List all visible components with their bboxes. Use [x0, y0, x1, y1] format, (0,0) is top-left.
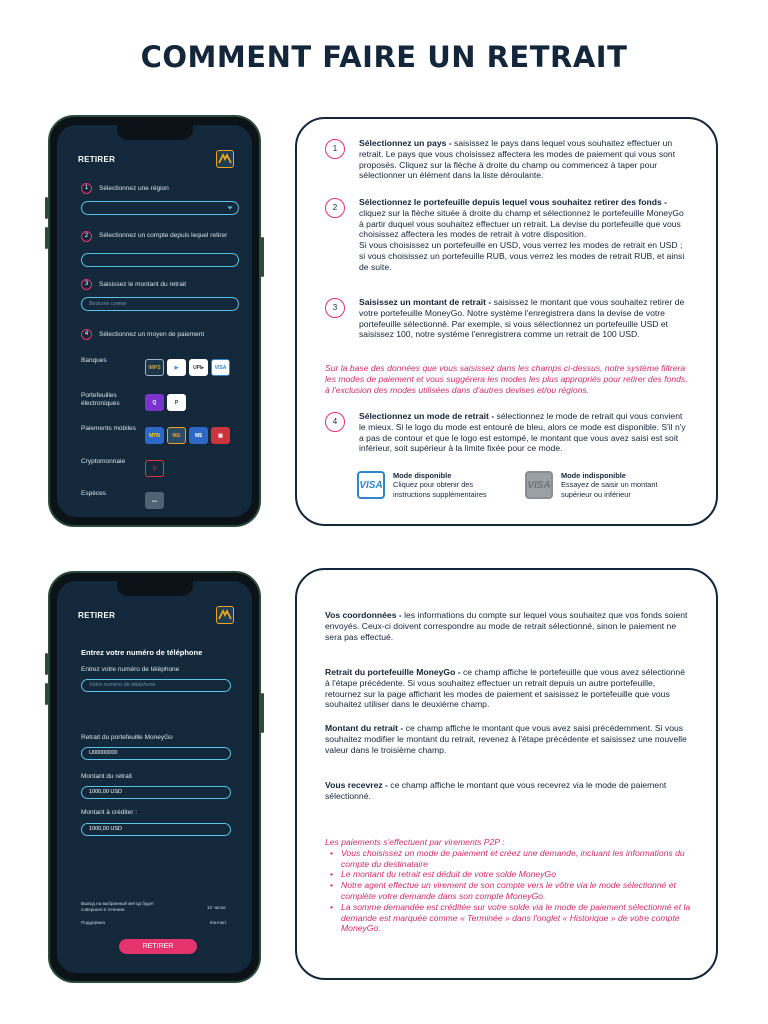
paypal-icon[interactable]: P [167, 394, 186, 411]
moneygo-logo-icon [216, 150, 234, 168]
p2p-list-item: • La somme demandée est créditée sur votre solde via le mode de paiement sélectionné et la demande est marquée comme « Terminée » dans l'onglet « Historique » de votre compte MoneyGo. [325, 902, 695, 934]
phone-volume-button [45, 683, 48, 705]
google-play-icon[interactable]: ▶ [167, 359, 186, 376]
phone-power-button [261, 693, 264, 733]
step-body: saisissez le pays dans lequel vous souhaitez effectuer un retrait. Le pays que vous choisissez affectera les modes de paiement qui vous sont proposés. Cliquez sur la flèche à droite du champ ou commencez à taper pour sélectionner un élément dans la liste déroulante. [359, 138, 676, 181]
payment-group-label: Portefeuilles électroniques [81, 392, 120, 407]
paragraph-title: Retrait du portefeuille MoneyGo - [325, 667, 461, 677]
step-number-badge: 1 [325, 139, 345, 159]
field-explanations-card [295, 568, 718, 980]
phone-volume-button [45, 227, 48, 249]
credit-field[interactable]: 1000,00 USD [81, 823, 231, 836]
step-label: Sélectionnez une région [99, 185, 169, 192]
step-title: Sélectionnez un mode de retrait - [359, 411, 495, 421]
processing-time-value: 12 часов [207, 905, 226, 910]
moneygo-logo-icon [216, 606, 234, 624]
phone-mockup-selection [48, 115, 261, 527]
paragraph-title: Vos coordonnées - [325, 610, 402, 620]
paragraph-body: les informations du compte sur lequel vous souhaitez que vos fonds soient envoyés. Ceux-ci doivent correspondre au mode de retrait sélectionné, sinon le paiement ne sera pas effectué. [325, 610, 688, 642]
step-number: 4 [81, 329, 92, 340]
payment-group-label: Paiements mobiles [81, 425, 136, 432]
phone-volume-button [45, 197, 48, 219]
mobile-money-icon[interactable]: M$ [189, 427, 208, 444]
paragraph-title: Vous recevrez - [325, 780, 388, 790]
payment-group-icons [145, 394, 186, 411]
mobile-wallet-icon[interactable]: ▣ [211, 427, 230, 444]
paragraph-title: Montant du retrait - [325, 723, 404, 733]
paragraph-body: ce champ affiche le portefeuille que vous avez sélectionné à l'étape précédente. Si vous souhaitez effectuer un retrait depuis un autre portefeuille, retournez sur la page affichant les modes de paiement et saisissez le portefeuille que vous souhaitez utiliser dans le deuxième champ. [325, 667, 685, 710]
step-title: Saisissez un montant de retrait - [359, 297, 492, 307]
step-description [359, 138, 689, 181]
phone-section-heading: Entrez votre numéro de téléphone [81, 648, 203, 657]
filter-note: Sur la base des données que vous saisissez dans les champs ci-dessus, notre système filtrera les modes de paiement et vous suggérera les modes les plus appropriés pour retirer des fonds, à l'exclusion des modes utilisées dans d'autres devises et/ou régions. [325, 363, 688, 395]
visa-unavailable-icon: VISA [525, 471, 553, 499]
step-label: Sélectionnez un compte depuis lequel retirer [99, 232, 228, 239]
step-number: 2 [81, 231, 92, 242]
amount-label: Montant du retrait [81, 773, 132, 780]
region-dropdown[interactable] [81, 201, 239, 215]
mode-unavailable-title: Mode indisponible [561, 471, 626, 480]
moneygo-icon[interactable]: MG [167, 427, 186, 444]
phone-number-input[interactable]: Votre numéro de téléphone [81, 679, 231, 692]
step-number-badge: 4 [325, 412, 345, 432]
retirer-button[interactable]: RETIRER [119, 939, 197, 954]
payment-group-label: Cryptomonnaie [81, 458, 126, 465]
p2p-intro: Les paiements s'effectuent par virements P2P : [325, 837, 505, 847]
step-label: Sélectionnez un moyen de paiement [99, 331, 205, 338]
phone-screen [57, 125, 252, 517]
explanation-paragraph [325, 780, 690, 802]
step-description [359, 297, 689, 340]
step-body: cliquez sur la flèche située à droite du champ et sélectionnez le portefeuille MoneyGo à partir duquel vous souhaitez effectuer un retrait. La devise du portefeuille que vous choisissez affectera les modes de retrait à votre disposition. [359, 207, 684, 240]
phone-screen [57, 581, 252, 973]
step-title: Sélectionnez le portefeuille depuis lequel vous souhaitez retirer des fonds - [359, 197, 668, 207]
p2p-list-item: • Notre agent effectue un virement de son compte vers le vôtre via le mode sélectionné et complète votre demande dans son compte MoneyGo. [325, 880, 695, 902]
page-title: COMMENT FAIRE UN RETRAIT [140, 40, 628, 74]
cash-icon[interactable]: ▬ [145, 492, 164, 509]
p2p-list [325, 848, 695, 934]
mode-unavailable-text [561, 471, 679, 499]
payment-group-label: Banques [81, 357, 107, 364]
bank-card-icon[interactable]: IMPS [145, 359, 164, 376]
paragraph-body: ce champ affiche le montant que vous avez saisi précédemment. Si vous souhaitez modifier le montant du retrait, revenez à l'étape précédente et saisissez une nouvelle valeur dans le troisième champ. [325, 723, 687, 755]
step-number-badge: 3 [325, 298, 345, 318]
step-description [359, 197, 689, 273]
instructions-card [295, 117, 718, 526]
account-dropdown[interactable] [81, 253, 239, 267]
step-body: sélectionnez le mode de retrait qui vous convient le mieux. Si le logo du mode est entouré de bleu, alors ce mode est disponible. S'il n'y a pas de contour et que le logo est estompé, le montant que vous avez saisi est soit inférieur, soit supérieur à la limite fixée pour ce mode. [359, 411, 686, 454]
step-number: 1 [81, 183, 92, 194]
support-link[interactable]: Поддержка [81, 920, 105, 925]
mode-unavailable-desc: Essayez de saisir un montant supérieur ou inférieur [561, 480, 658, 499]
upi-icon[interactable]: UPI▸ [189, 359, 208, 376]
mode-available-title: Mode disponible [393, 471, 452, 480]
step-number: 3 [81, 279, 92, 290]
explanation-paragraph [325, 667, 690, 710]
phone-mockup-confirmation [48, 571, 261, 983]
step-body: saisissez le montant que vous souhaitez retirer de votre portefeuille MoneyGo. Notre système l'enregistrera dans la devise de votre portefeuille sélectionné. Par exemple, si vous sélectionnez un portefeuille USD et saisissez 100, notre système l'enregistrera comme un retrait de 100 USD. [359, 297, 685, 340]
mode-available-legend [357, 471, 511, 499]
visa-available-icon: VISA [357, 471, 385, 499]
mtn-icon[interactable]: MTN [145, 427, 164, 444]
amount-field[interactable]: 1000,00 USD [81, 786, 231, 799]
phone-volume-button [45, 653, 48, 675]
explanation-paragraph [325, 723, 690, 755]
step-number-badge: 2 [325, 198, 345, 218]
screen-title: RETIRER [78, 155, 116, 164]
payment-group-label: Espèces [81, 490, 106, 497]
payment-group-icons [145, 492, 164, 509]
mode-unavailable-legend [525, 471, 679, 499]
processing-time-text: Вывод на выбранный метод будет совершен в течение: [81, 901, 155, 912]
mode-available-text [393, 471, 511, 499]
payment-group-icons [145, 359, 230, 376]
mode-available-desc: Cliquez pour obtenir des instructions supplémentaires [393, 480, 487, 499]
payment-group-icons [145, 427, 230, 444]
payment-group-icons [145, 460, 164, 477]
p2p-info [325, 837, 695, 934]
wallet-label: Retrait du portefeuille MoneyGo [81, 734, 173, 741]
visa-icon[interactable]: VISA [211, 359, 230, 376]
explanation-paragraph [325, 610, 690, 642]
credit-label: Montant à créditer : [81, 809, 137, 816]
paragraph-body: ce champ affiche le montant que vous recevrez via le mode de paiement sélectionné. [325, 780, 667, 801]
amount-input[interactable]: Веdите сумму [81, 297, 239, 311]
contact-link[interactable]: Контакт [210, 920, 227, 925]
phone-notch [117, 581, 193, 596]
chevron-down-icon [227, 205, 233, 211]
screen-title: RETIRER [78, 611, 116, 620]
phone-number-label: Entrez votre numéro de téléphone [81, 666, 180, 673]
step-body-extra: Si vous choisissez un portefeuille en USD, vous verrez les modes de retrait en USD ; si vous choisissez un portefeuille RUB, vous verrez les modes de retrait RUB, et ainsi de suite. [359, 240, 685, 272]
p2p-list-item: • Le montant du retrait est déduit de votre solde MoneyGo [325, 869, 695, 880]
phone-power-button [261, 237, 264, 277]
tron-icon[interactable]: ▽ [145, 460, 164, 477]
p2p-list-item: • Vous choisissez un mode de paiement et créez une demande, incluant les informations du compte du destinataire [325, 848, 695, 870]
qiwi-icon[interactable]: Q [145, 394, 164, 411]
step-description [359, 411, 689, 454]
step-label: Saisissez le montant du retrait [99, 281, 187, 288]
phone-notch [117, 125, 193, 140]
wallet-field[interactable]: U00000000 [81, 747, 231, 760]
step-title: Sélectionnez un pays - [359, 138, 452, 148]
